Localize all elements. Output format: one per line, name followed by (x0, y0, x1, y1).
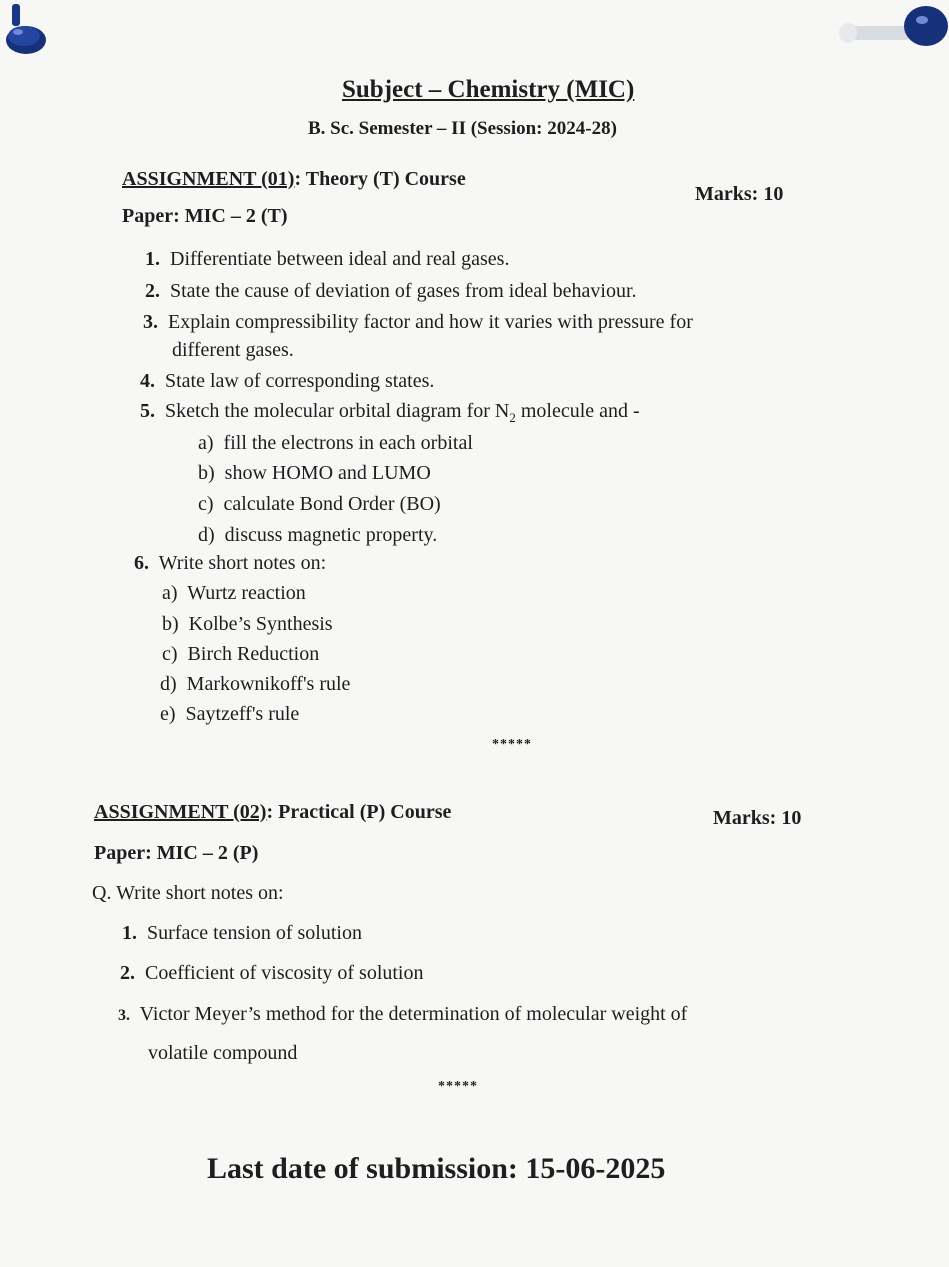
question-6-subitem: c) Birch Reduction (162, 643, 320, 665)
practical-item: 2. Coefficient of viscosity of solution (120, 962, 424, 984)
push-pin-icon (4, 4, 48, 56)
page-title: Subject – Chemistry (MIC) (342, 76, 635, 103)
question-3-continuation: different gases. (172, 339, 294, 361)
question-5: 5. Sketch the molecular orbital diagram for $N_2$ molecule and - (140, 400, 640, 425)
question-5-subitem: a) fill the electrons in each orbital (198, 432, 473, 454)
push-pin-icon (838, 0, 949, 56)
assignment-1-heading-course: : Theory (T) Course (294, 168, 466, 190)
assignment-2-heading-course: : Practical (P) Course (266, 801, 452, 823)
assignment-1-heading (122, 168, 466, 191)
assignment-1-heading-label: ASSIGNMENT (01) (122, 168, 295, 190)
question-6-subitem: d) Markownikoff's rule (160, 673, 351, 695)
question-3: 3. Explain compressibility factor and how it varies with pressure for (143, 311, 693, 333)
question-4: 4. State law of corresponding states. (140, 370, 435, 392)
practical-item: 1. Surface tension of solution (122, 922, 362, 944)
question-6-subitem: b) Kolbe’s Synthesis (162, 613, 333, 635)
question-1: 1. Differentiate between ideal and real gases. (145, 248, 510, 270)
section-separator: ***** (492, 737, 532, 752)
section-separator: ***** (438, 1079, 478, 1094)
question-5-subitem: c) calculate Bond Order (BO) (198, 493, 441, 515)
assignment-2-marks: Marks: 10 (713, 807, 802, 829)
assignment-2-heading-label: ASSIGNMENT (02) (94, 801, 267, 823)
question-6-subitem: e) Saytzeff's rule (160, 703, 300, 725)
question-2: 2. State the cause of deviation of gases from ideal behaviour. (145, 280, 637, 302)
question-6-subitem: a) Wurtz reaction (162, 582, 306, 604)
page-subtitle: B. Sc. Semester – II (Session: 2024-28) (308, 118, 617, 139)
practical-item: 3. Victor Meyer’s method for the determination of molecular weight of (118, 1003, 688, 1025)
assignment-2-heading (94, 801, 451, 824)
submission-deadline: Last date of submission: 15-06-2025 (207, 1152, 666, 1185)
assignment-2-prompt: Q. Write short notes on: (92, 882, 284, 904)
question-6: 6. Write short notes on: (134, 552, 327, 574)
assignment-1-marks: Marks: 10 (695, 183, 784, 205)
question-5-subitem: b) show HOMO and LUMO (198, 462, 431, 484)
question-5-subitem: d) discuss magnetic property. (198, 524, 438, 546)
assignment-1-paper: Paper: MIC – 2 (T) (122, 205, 288, 227)
practical-item-continuation: volatile compound (148, 1042, 298, 1064)
assignment-2-paper: Paper: MIC – 2 (P) (94, 842, 259, 864)
